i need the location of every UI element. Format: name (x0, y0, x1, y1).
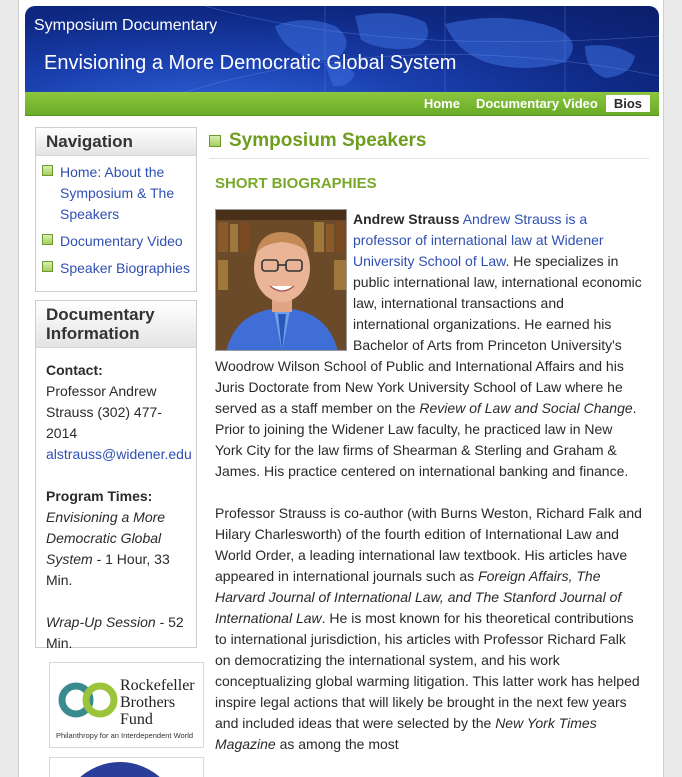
rbf-infinity-icon (54, 677, 124, 727)
sponsor-logo-2[interactable] (49, 757, 204, 777)
speaker-bio (215, 209, 643, 755)
bio-paragraph-2 (215, 503, 643, 755)
documentary-info-body (36, 348, 196, 664)
nav-link-documentary-video[interactable]: Documentary Video (60, 233, 183, 249)
site-headline: Envisioning a More Democratic Global System (44, 52, 457, 74)
sponsor-logo-rbf[interactable] (49, 662, 204, 748)
sponsor-name-line-2: Brothers (120, 694, 176, 711)
nav-link-home[interactable]: Home: About the Symposium & The Speakers (60, 164, 175, 222)
bio-italic-text: Foreign Affairs, The Harvard Journal of International Law, and The Stanford Journal of International Law (215, 568, 622, 626)
speaker-name: Andrew Strauss (353, 211, 460, 227)
program-2 (46, 612, 186, 654)
contact-email-link[interactable]: alstrauss@widener.edu (46, 446, 192, 462)
site-title: Symposium Documentary (34, 17, 218, 34)
navigation-list (36, 156, 196, 289)
speaker-profile-link[interactable]: Andrew Strauss is a professor of international law at Widener University School of Law (353, 211, 604, 269)
page (18, 0, 664, 777)
section-subhead: SHORT BIOGRAPHIES (215, 175, 377, 192)
bullet-icon (42, 234, 53, 245)
documentary-info-box (35, 300, 197, 651)
sponsor-name-line-1: Rockefeller (120, 677, 195, 694)
bullet-icon (42, 261, 53, 272)
program-1 (46, 507, 186, 591)
bio-text: as among the most (275, 736, 399, 752)
program-2-title: Wrap-Up Session (46, 614, 156, 630)
nav-item-speaker-biographies (42, 258, 192, 279)
portrait-image (216, 210, 347, 351)
documentary-info-heading: Documentary Information (36, 301, 196, 348)
top-nav (416, 95, 650, 112)
top-nav-home[interactable]: Home (423, 96, 460, 111)
program-times-label: Program Times: (46, 488, 153, 504)
page-title: Symposium Speakers (229, 130, 427, 151)
navigation-box (35, 127, 197, 292)
program-1-title: Envisioning a More Democratic Global System (46, 509, 166, 567)
top-nav-bios[interactable]: Bios (606, 95, 650, 112)
main-content (209, 130, 649, 776)
nav-item-home (42, 162, 192, 225)
bullet-icon (42, 165, 53, 176)
sponsor-name-line-3: Fund (120, 711, 153, 728)
program-2-time: - 52 Min. (46, 614, 184, 651)
bio-text: Professor Strauss is co-author (with Burns Weston, Richard Falk and Hilary Charlesworth) of the fourth edition of International Law and World Order, a leading international law textbook. His articles have appeared in international journals such as (215, 505, 642, 584)
top-nav-bar (25, 92, 659, 116)
nav-link-speaker-biographies[interactable]: Speaker Biographies (60, 260, 190, 276)
top-nav-documentary-video[interactable]: Documentary Video (475, 96, 598, 111)
navigation-heading: Navigation (36, 128, 196, 156)
nav-item-documentary-video (42, 231, 192, 252)
bio-text: . He is most known for his theoretical contributions to international jurisdiction, his articles with Professor Richard Falk on democratizing the international system, and his work conceptualizing global warming litigation. This latter work has helped inspire legal actions that will likely be brought in the next few years and included ideas that were selected by the (215, 610, 640, 731)
contact-label: Contact: (46, 362, 103, 378)
bullet-icon (209, 135, 221, 147)
contact-name: Professor Andrew Strauss (302) 477-2014 (46, 383, 162, 441)
speaker-portrait (215, 209, 347, 351)
sponsor-tagline: Philanthropy for an Interdependent World (56, 731, 194, 740)
program-1-time: - 1 Hour, 33 Min. (46, 551, 170, 588)
bio-italic-text: Review of Law and Social Change (419, 400, 633, 416)
bio-italic-text: New York Times Magazine (215, 715, 597, 752)
bio-text: . Prior to joining the Widener Law faculty, he practiced law in New York City for the law firms of Shearman & Sterling and Graham & James. His practice centered on international banking and finance. (215, 400, 637, 479)
header-banner (25, 6, 659, 92)
bio-text: . He specializes in public international law, international economic law, international transactions and international organizations. He earned his Bachelor of Arts from Princeton University's Woodrow Wilson School of Public and International Affairs and his Juris Doctorate from New York University School of Law where he served as a staff member on the (215, 253, 642, 416)
page-title-row (209, 130, 649, 159)
